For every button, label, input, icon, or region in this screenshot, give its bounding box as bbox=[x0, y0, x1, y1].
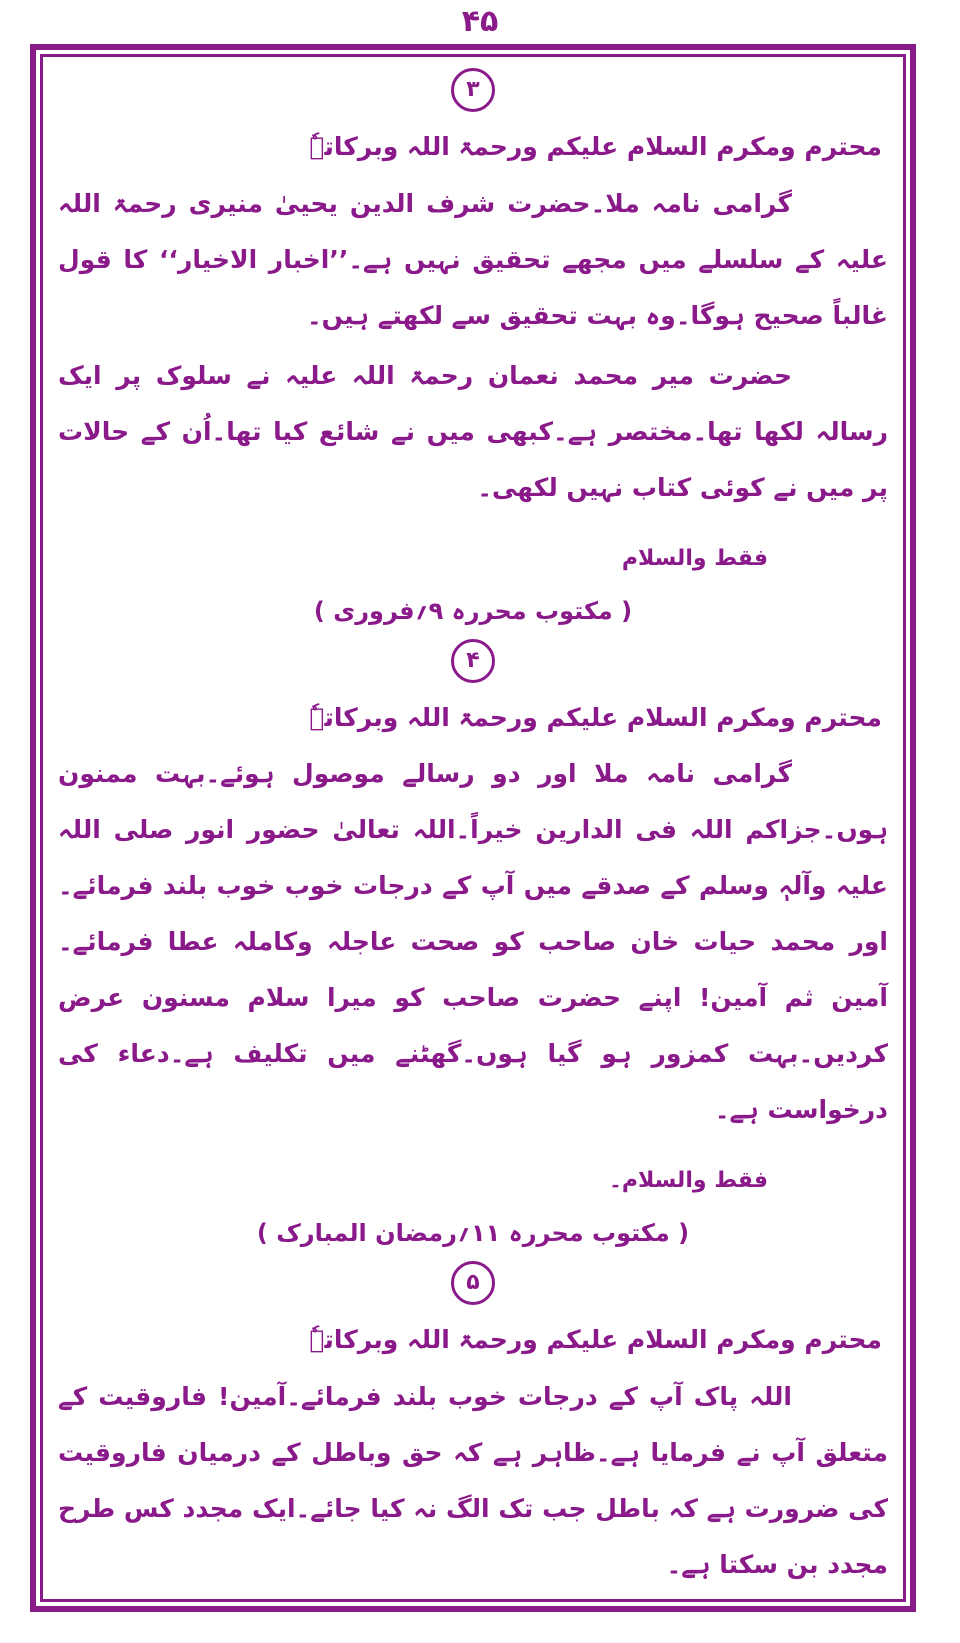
paragraph: اللہ پاک آپ کے درجات خوب بلند فرمائے۔آمین! فاروقیت کے متعلق آپ نے فرمایا ہے۔ظاہر ہے کہ حق وباطل کے درمیان فاروقیت کی ضرورت ہے کہ باطل جب تک الگ نہ کیا جائے۔ایک مجدد کس طرح مجدد بن سکتا ہے۔ bbox=[58, 1381, 888, 1579]
page-content bbox=[58, 58, 888, 1597]
letter-number-badge: ۵ bbox=[451, 1261, 495, 1305]
closing-line: فقط والسلام bbox=[621, 545, 768, 571]
paragraph: گرامی نامہ ملا اور دو رسالے موصول ہوئے۔بہت ممنون ہوں۔جزاکم اللہ فی الدارین خیراً۔اللہ تعالیٰ حضور انور صلی اللہ علیہ وآلہٖ وسلم کے صدقے میں آپ کے درجات خوب خوب بلند فرمائے۔اور محمد حیات خان صاحب کو صحت عاجلہ وکاملہ عطا فرمائے۔آمین ثم آمین! اپنے حضرت صاحب کو میرا سلام مسنون عرض کردیں۔بہت کمزور ہو گیا ہوں۔گھٹنے میں تکلیف ہے۔دعاء کی درخواست ہے۔ bbox=[58, 759, 888, 1124]
salutation: محترم ومکرم السلام علیکم ورحمۃ اللہ وبرکاتہٗ bbox=[309, 132, 882, 161]
page-number: ۴۵ bbox=[461, 4, 499, 39]
letter-date: ( مکتوب محررہ ۱۱؍رمضان المبارک ) bbox=[256, 1219, 690, 1247]
letter-5 bbox=[58, 1261, 888, 1593]
letter-3 bbox=[58, 68, 888, 629]
letter-number-badge: ۴ bbox=[451, 639, 495, 683]
paragraph: حضرت میر محمد نعمان رحمۃ اللہ علیہ نے سلوک پر ایک رسالہ لکھا تھا۔مختصر ہے۔کبھی میں نے شائع کیا تھا۔اُن کے حالات پر میں نے کوئی کتاب نہیں لکھی۔ bbox=[58, 360, 888, 502]
letter-date: ( مکتوب محررہ ۹؍فروری ) bbox=[313, 596, 633, 625]
paragraph: گرامی نامہ ملا۔حضرت شرف الدین یحییٰ منیری رحمۃ اللہ علیہ کے سلسلے میں مجھے تحقیق نہیں ہے۔’’اخبار الاخیار‘‘ کا قول غالباً صحیح ہوگا۔وہ بہت تحقیق سے لکھتے ہیں۔ bbox=[58, 188, 888, 330]
letter-number-badge: ۳ bbox=[451, 68, 495, 112]
salutation: محترم ومکرم السلام علیکم ورحمۃ اللہ وبرکاتہٗ bbox=[309, 1325, 882, 1354]
closing-line: فقط والسلام۔ bbox=[608, 1168, 768, 1193]
letter-4 bbox=[58, 639, 888, 1252]
salutation: محترم ومکرم السلام علیکم ورحمۃ اللہ وبرکاتہٗ bbox=[309, 702, 882, 732]
